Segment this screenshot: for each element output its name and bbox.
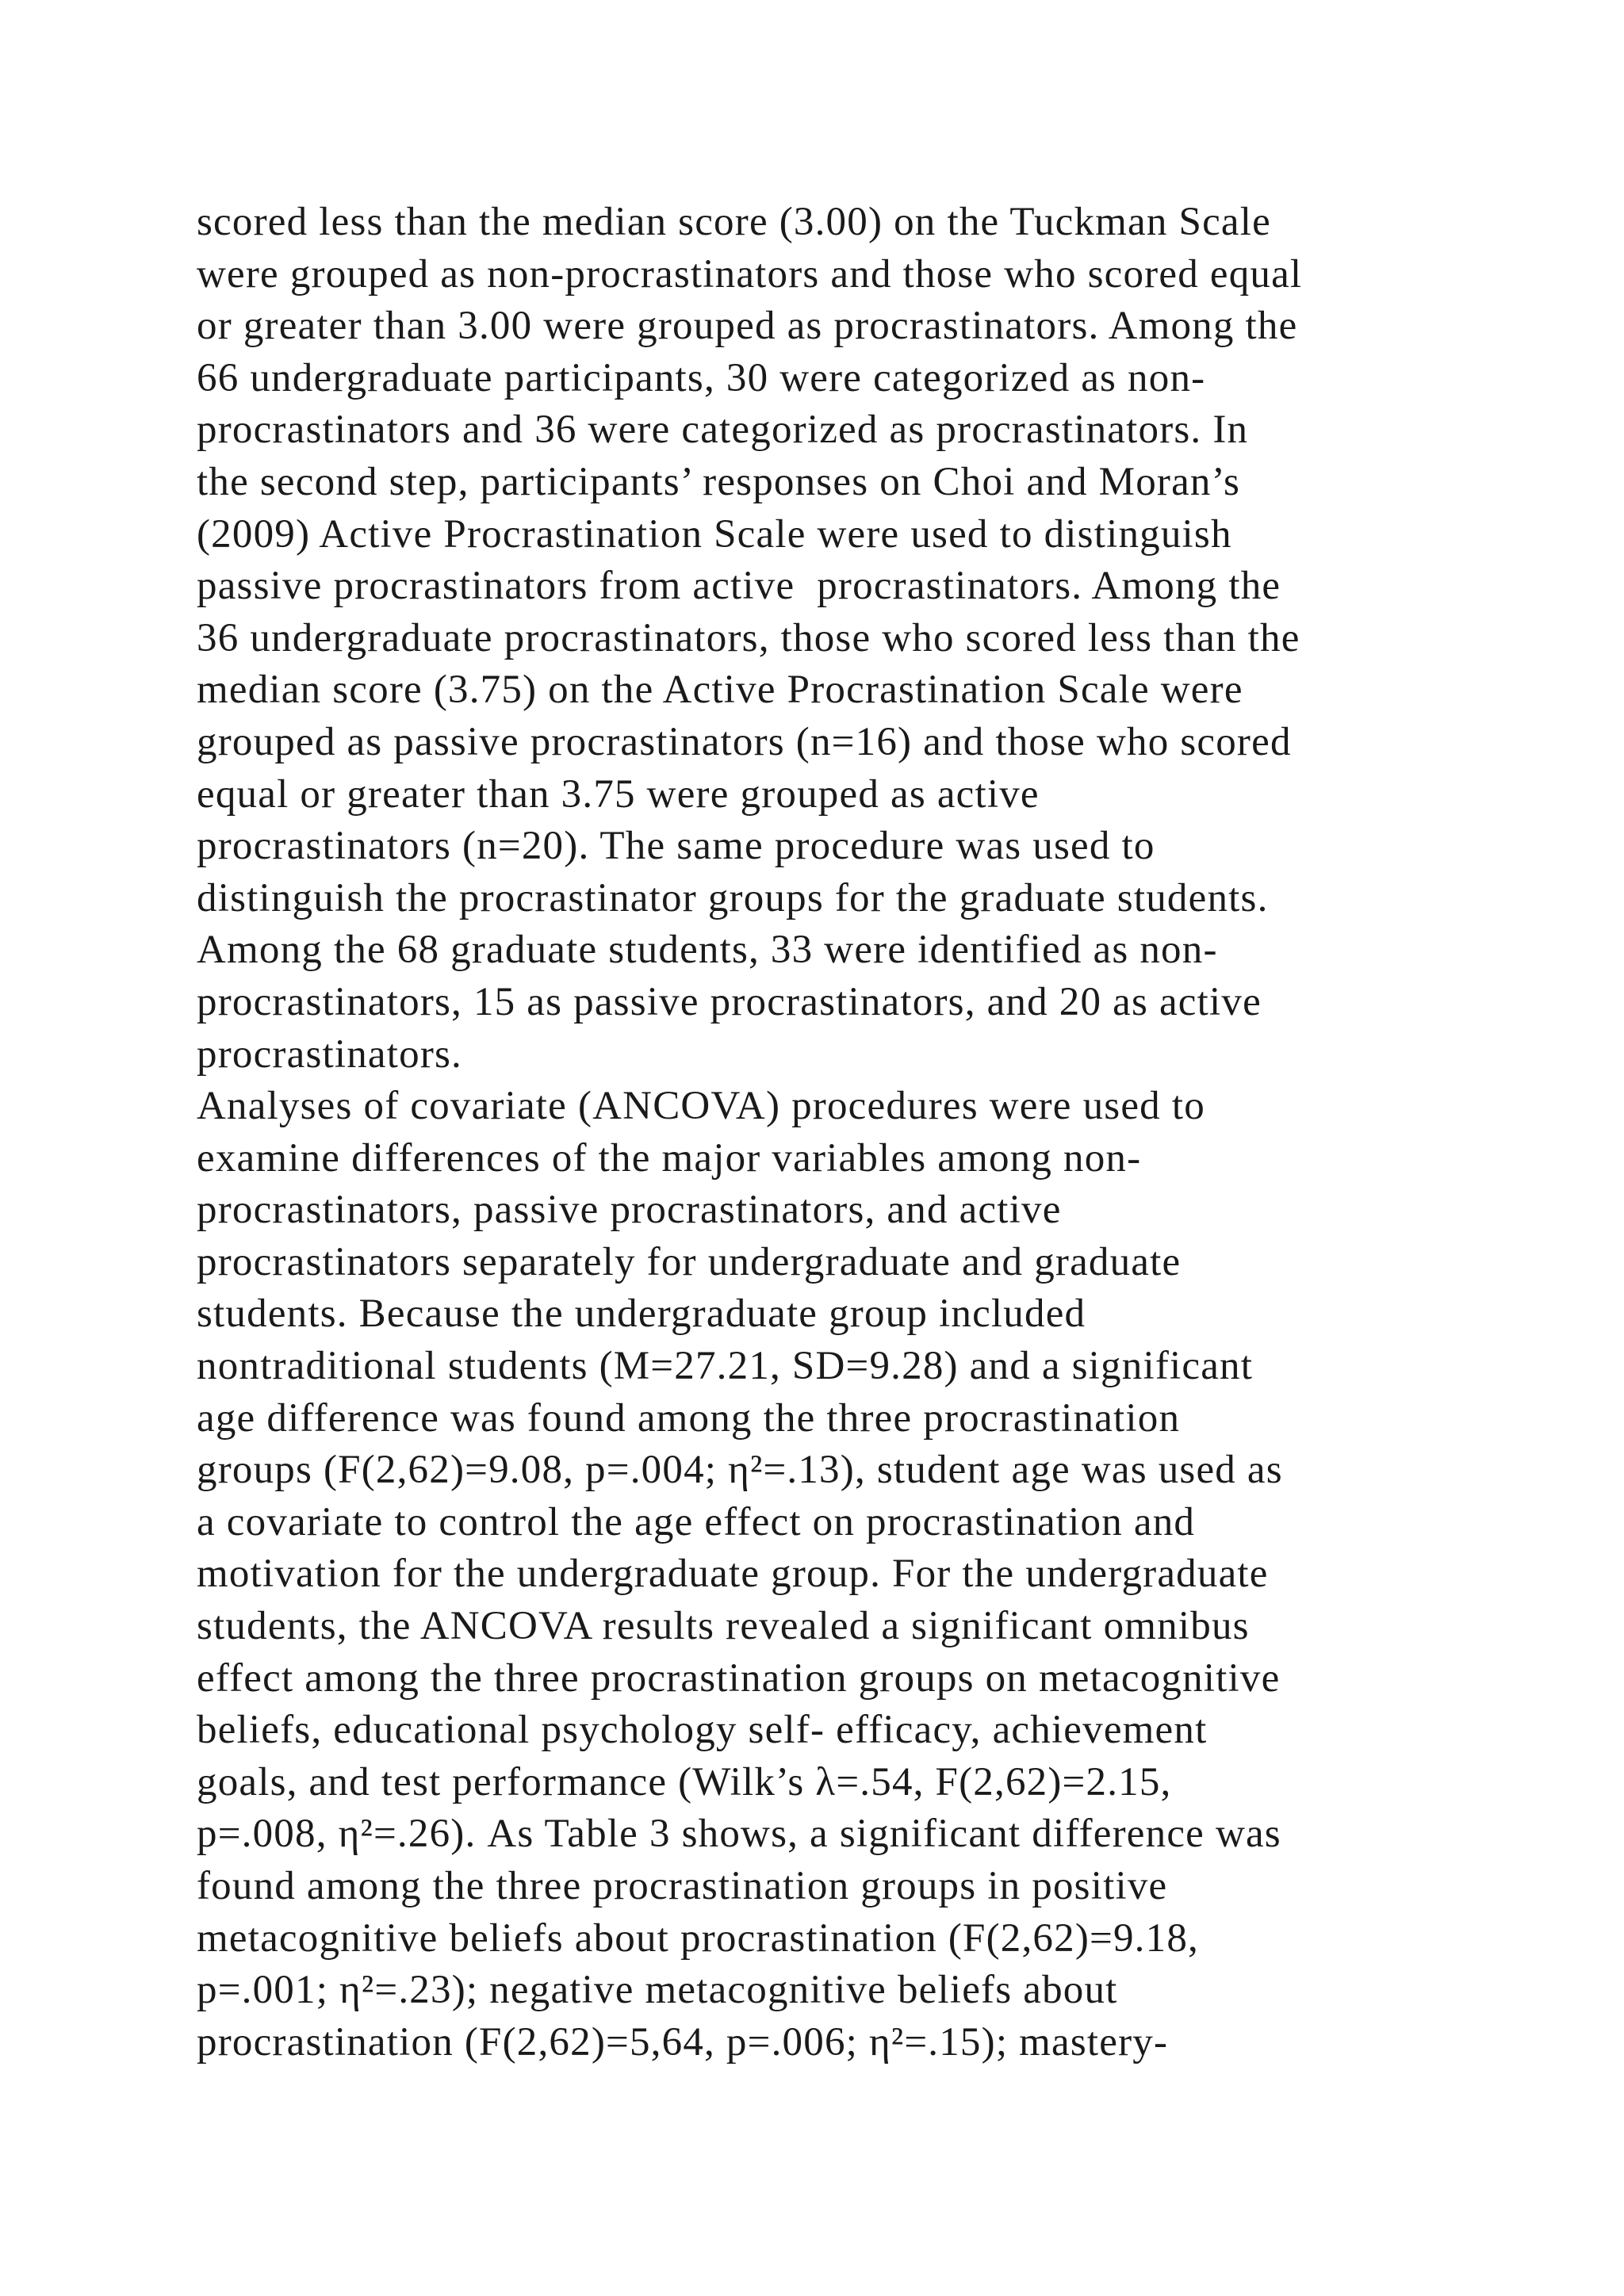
text-line: p=.008, η²=.26). As Table 3 shows, a significant difference was [197, 1812, 1281, 1857]
text-line: equal or greater than 3.75 were grouped as active [197, 771, 1040, 817]
text-line: effect among the three procrastination groups on metacognitive [197, 1655, 1281, 1701]
text-line: a covariate to control the age effect on procrastination and [197, 1499, 1196, 1544]
text-line: groups (F(2,62)=9.08, p=.004; η²=.13), student age was used as [197, 1448, 1283, 1493]
text-line: metacognitive beliefs about procrastination (F(2,62)=9.18, [197, 1915, 1199, 1961]
text-line: 36 undergraduate procrastinators, those who scored less than the [197, 615, 1300, 660]
text-line: p=.001; η²=.23); negative metacognitive beliefs about [197, 1968, 1118, 2013]
text-line: found among the three procrastination groups in positive [197, 1864, 1168, 1908]
text-line: students, the ANCOVA results revealed a significant omnibus [197, 1604, 1250, 1649]
text-line: age difference was found among the three procrastination [197, 1395, 1181, 1441]
text-line: or greater than 3.00 were grouped as procrastinators. Among the [197, 304, 1298, 349]
text-line: distinguish the procrastinator groups for the graduate students. [197, 875, 1269, 920]
text-line: nontraditional students (M=27.21, SD=9.28) and a significant [197, 1344, 1254, 1389]
body-text [197, 197, 1497, 2068]
text-line: procrastinators and 36 were categorized as procrastinators. In [197, 408, 1249, 453]
text-line: beliefs, educational psychology self- efficacy, achievement [197, 1708, 1208, 1753]
text-line: students. Because the undergraduate group included [197, 1292, 1086, 1337]
text-line: procrastination (F(2,62)=5,64, p=.006; η²=.15); mastery- [197, 2019, 1169, 2064]
text-line: Among the 68 graduate students, 33 were identified as non- [197, 928, 1218, 973]
text-line: procrastinators separately for undergraduate and graduate [197, 1239, 1182, 1284]
text-line: scored less than the median score (3.00) on the Tuckman Scale [197, 200, 1271, 244]
text-line: procrastinators. [197, 1031, 463, 1077]
text-line: passive procrastinators from active procrastinators. Among the [197, 564, 1281, 609]
text-line: grouped as passive procrastinators (n=16) and those who scored [197, 719, 1292, 764]
text-line: procrastinators, passive procrastinators, and active [197, 1188, 1062, 1233]
text-line: procrastinators (n=20). The same procedure was used to [197, 824, 1155, 869]
text-line: procrastinators, 15 as passive procrastinators, and 20 as active [197, 979, 1262, 1024]
text-line: Analyses of covariate (ANCOVA) procedures were used to [197, 1084, 1205, 1129]
text-line: 66 undergraduate participants, 30 were categorized as non- [197, 355, 1206, 400]
text-line: goals, and test performance (Wilk’s λ=.54, F(2,62)=2.15, [197, 1759, 1172, 1804]
text-line: examine differences of the major variables among non- [197, 1135, 1142, 1181]
text-line: (2009) Active Procrastination Scale were used to distinguish [197, 511, 1232, 557]
text-line: the second step, participants’ responses on Choi and Moran’s [197, 459, 1241, 504]
text-line: motivation for the undergraduate group. For the undergraduate [197, 1552, 1269, 1597]
text-line: were grouped as non-procrastinators and those who scored equal [197, 251, 1303, 297]
text-line: median score (3.75) on the Active Procrastination Scale were [197, 668, 1243, 713]
